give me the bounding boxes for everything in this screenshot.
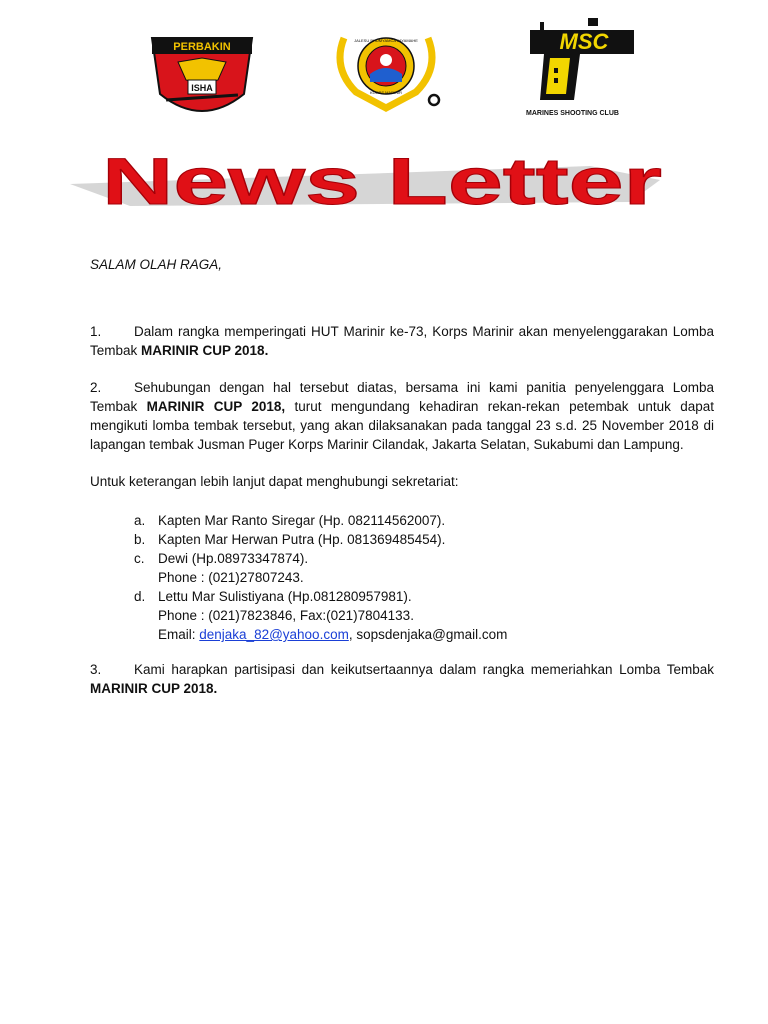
contact-line: Kapten Mar Ranto Siregar (Hp. 082114562007). — [158, 513, 446, 528]
newsletter-banner — [70, 140, 670, 220]
contact-line: Dewi (Hp.08973347874). — [158, 551, 309, 566]
event-name: MARINIR CUP 2018, — [146, 399, 286, 414]
event-name: MARINIR CUP 2018. — [90, 681, 218, 696]
contact-item — [134, 530, 694, 549]
contact-item — [134, 549, 694, 568]
paragraph-1 — [90, 322, 714, 360]
paragraph-2-text-b: turut mengundang kehadiran rekan-rekan petembak untuk dapat mengikuti lomba tembak tersebut, yang akan dilaksanakan pada tanggal 23 s.d. 25 November 2018 di lapangan tembak Jusman Puger Korps Marinir Cilandak, Jakarta Selatan, Sukabumi dan Lampung. — [90, 399, 714, 452]
logo-header — [0, 0, 768, 130]
marinir-ring-text: JALESU BHUMYAMCA JAYAMAHE — [354, 38, 418, 43]
email-label: Email: — [158, 627, 200, 642]
contact-list — [134, 511, 694, 644]
msc-logo — [522, 18, 640, 118]
paragraph-2-text-a: Sehubungan dengan hal tersebut diatas, bersama ini kami panitia penyelenggara Lomba Tembak — [90, 380, 714, 414]
paragraph-3-number: 3. — [90, 662, 102, 677]
perbakin-logo — [148, 36, 256, 122]
marinir-bottom-text: KORPS MARINIR — [369, 90, 403, 95]
contact-line: Kapten Mar Herwan Putra (Hp. 081369485454). — [158, 532, 446, 547]
newsletter-title: News Letter — [102, 144, 662, 218]
perbakin-title: PERBAKIN — [173, 41, 231, 53]
paragraph-3 — [90, 660, 714, 698]
msc-caption: MARINES SHOOTING CLUB — [526, 110, 619, 117]
email-rest: , sopsdenjaka@gmail.com — [348, 627, 508, 642]
contact-letter: a. — [134, 513, 146, 528]
contact-letter: b. — [134, 532, 146, 547]
info-line: Untuk keterangan lebih lanjut dapat menghubungi sekretariat: — [90, 474, 459, 489]
paragraph-2-number: 2. — [90, 380, 102, 395]
email-line — [134, 625, 694, 644]
paragraph-1-number: 1. — [90, 324, 102, 339]
msc-brand: MSC — [559, 29, 609, 54]
contact-phone: Phone : (021)27807243. — [158, 570, 304, 585]
marinir-emblem — [326, 30, 446, 112]
paragraph-3-text: Kami harapkan partisipasi dan keikutsertaannya dalam rangka memeriahkan Lomba Tembak — [134, 662, 714, 677]
perbakin-badge: ISHA — [191, 83, 213, 93]
contact-item — [134, 587, 694, 606]
contact-letter: d. — [134, 589, 146, 604]
paragraph-1-text: Dalam rangka memperingati HUT Marinir ke-73, Korps Marinir akan menyelenggarakan Lomba Tembak — [90, 324, 714, 358]
contact-letter: c. — [134, 551, 145, 566]
greeting: SALAM OLAH RAGA, — [90, 257, 223, 272]
paragraph-2 — [90, 378, 714, 454]
contact-line: Lettu Mar Sulistiyana (Hp.081280957981). — [158, 589, 412, 604]
event-name: MARINIR CUP 2018. — [141, 343, 269, 358]
contact-item — [134, 511, 694, 530]
contact-phone: Phone : (021)7823846, Fax:(021)7804133. — [158, 608, 414, 623]
email-link[interactable]: denjaka_82@yahoo.com — [199, 627, 349, 642]
